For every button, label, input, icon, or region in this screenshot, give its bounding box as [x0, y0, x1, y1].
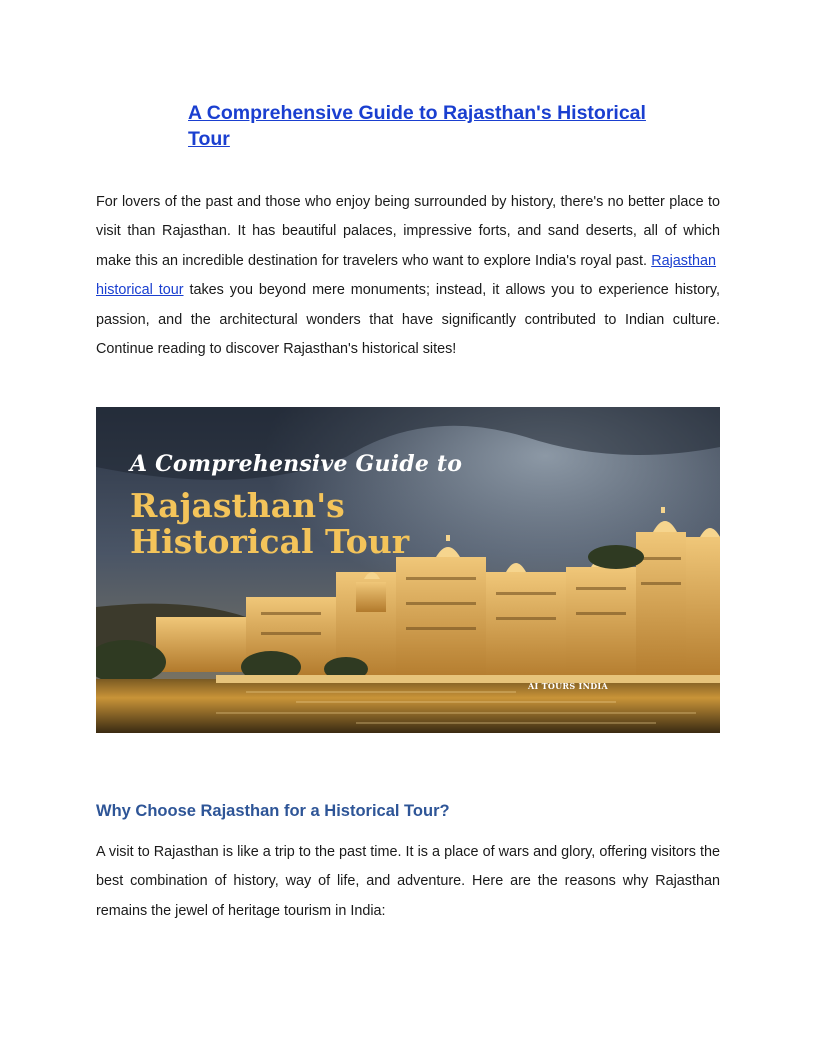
hero-overlay-subtitle: A Comprehensive Guide to — [130, 451, 463, 477]
rajasthan-link[interactable]: Rajasthan — [651, 252, 717, 269]
section-heading: Why Choose Rajasthan for a Historical Tour? — [96, 802, 450, 820]
intro-text-end: takes you beyond mere monuments; instead, it allows you to experience history, passion, and the architectural wonders that have significantly contributed to Indian culture. Continue reading to discover Rajasthan's historical sites! — [96, 282, 721, 358]
hero-overlay-title-line1: Rajasthan's — [130, 486, 345, 525]
watermark-logo: AI TOURS INDIA — [528, 681, 608, 691]
intro-paragraph — [96, 188, 720, 364]
page-title-link[interactable]: A Comprehensive Guide to Rajasthan's Historical Tour — [188, 102, 646, 150]
intro-text-start: For lovers of the past and those who enjoy being surrounded by history, there's no better place to visit than Rajasthan. It has beautiful palaces, impressive forts, and sand deserts, all of which make this an incredible destination for travelers who want to explore India's royal past. — [96, 194, 720, 269]
hero-overlay-title-line2: Historical Tour — [130, 522, 410, 561]
historical-tour-link[interactable]: historical tour — [96, 282, 184, 299]
hero-image — [96, 407, 720, 733]
section-paragraph: A visit to Rajasthan is like a trip to the past time. It is a place of wars and glory, offering visitors the best combination of history, way of life, and adventure. Here are the reasons why Rajasthan remains the jewel of heritage tourism in India: — [96, 844, 720, 919]
